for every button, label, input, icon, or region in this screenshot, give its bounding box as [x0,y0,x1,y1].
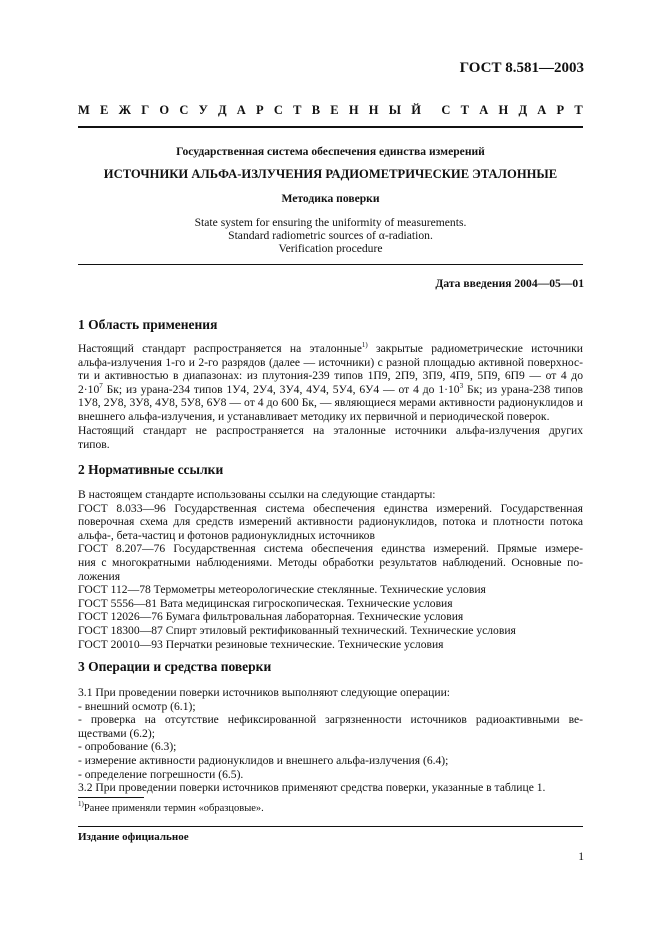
title-method: Методика поверки [281,192,380,205]
p2-line-1: Настоящий стандарт не распространяется на эталонные источники альфа-излучения других [78,424,583,437]
s2-line-11: ГОСТ 18300—87 Спирт этиловый ректификованный технический. Технические условия [78,623,516,637]
s2-line-1: В настоящем стандарте использованы ссылки на следующие стандарты: [78,488,436,501]
s2-line-2: ГОСТ 8.033—96 Государственная система обеспечения единства измерений. Государственная [78,501,583,515]
p2-line-2: типов. [78,437,110,451]
banner-letter: Т [293,103,302,117]
banner-letter: Н [348,103,359,117]
banner-letter: Г [141,103,150,117]
banner-letter: С [273,103,283,117]
p1-exp-2: 3 [459,382,464,390]
p1-line-2: альфа-излучения 1-го и 2-го разрядов (далее — источники) с разной площадью активной поверхнос- [78,355,583,369]
s2-line-9: ГОСТ 5556—81 Вата медицинская гигроскопическая. Технические условия [78,596,453,610]
banner-letter: Н [368,103,379,117]
s2-line-5: ГОСТ 8.207—76 Государственная система обеспечения единства измерений. Прямые измере- [78,542,583,556]
p1-line-1b: закрытые радиометрические источники [375,342,583,355]
s3-line-6: - измерение активности радионуклидов и внешнего альфа-излучения (6.4); [78,753,449,767]
footnote [78,802,264,816]
banner-letter: С [441,103,451,117]
title-main: ИСТОЧНИКИ АЛЬФА-ИЗЛУЧЕНИЯ РАДИОМЕТРИЧЕСКИЕ ЭТАЛОННЫЕ [103,167,558,181]
banner-letter: Н [498,103,509,117]
s2-line-12: ГОСТ 20010—93 Перчатки резиновые технические. Технические условия [78,637,444,651]
s2-line-3: поверочная схема для средств измерений активности радионуклидов, потока и плотности потока [78,515,583,529]
section-1-heading: 1 Область применения [78,317,218,332]
p1-line-3: ти и активностью в диапазонах: из плутония-239 типов 1П9, 2П9, 3П9, 4П9, 5П9, 6П9 — от 4 до [78,369,583,383]
banner-letter: У [198,103,208,117]
banner-letter: А [537,103,547,117]
s3-line-2: - внешний осмотр (6.1); [78,699,196,713]
banner-letter: А [236,103,246,117]
footnote-ref: 1) [361,342,368,349]
banner-rule [78,126,583,128]
title-rule [78,264,583,265]
banner-letter: Т [574,103,583,117]
title-system: Государственная система обеспечения единства измерений [176,145,485,158]
title-en-line3: Verification procedure [278,242,383,255]
p1-line-5: 1У8, 2У8, 3У8, 4У8, 5У8, 6У8 — от 4 до 600 Бк, — являющиеся мерами активности радионуклидов и [78,396,583,410]
footnote-text: Ранее применяли термин «образцовые». [83,803,264,814]
p1-exp-1: 7 [99,382,103,390]
p1-line-6: внешнего альфа-излучения, и устанавливает методику их первичной и периодической поверок. [78,409,550,423]
banner-letter: А [479,103,489,117]
edition-label: Издание официальное [78,831,189,843]
s3-line-5: - опробование (6.3); [78,740,177,754]
banner-letter: Р [556,103,565,117]
banner-letter: Ж [118,103,131,117]
title-en-line2: Standard radiometric sources of α-radiation. [228,229,433,242]
banner-letter: В [311,103,321,117]
banner-letter: Т [460,103,470,117]
s3-line-3: - проверка на отсутствие нефиксированной загрязненности источников радиоактивными ве- [78,713,583,727]
p1-line-1a: Настоящий стандарт распространяется на эталонные [78,342,362,355]
banner-letter: Е [330,103,339,117]
s2-line-4: альфа-, бета-частиц и фотонов радионуклидных источников [78,528,375,542]
section-1-paragraph-2 [78,424,583,451]
p1-line-4c: Бк; из урана-238 типов [466,382,583,396]
s2-line-7: ложения [78,569,121,583]
banner-letter: Е [100,103,109,117]
edition-rule [78,826,583,827]
intro-date: Дата введения 2004—05—01 [435,277,584,290]
section-3-heading: 3 Операции и средства поверки [78,659,272,674]
banner-letter: С [179,103,189,117]
banner-letter: Й [411,103,421,117]
title-en-line1: State system for ensuring the uniformity of measurements. [194,216,467,229]
section-3-body [78,686,583,795]
s2-line-8: ГОСТ 112—78 Термометры метеорологические стеклянные. Технические условия [78,583,486,597]
s2-line-6: ния с многократными наблюдениями. Методы обработки результатов наблюдений. Основные по- [78,555,583,569]
footnote-mark: 1) [78,800,84,808]
section-2-body [78,488,583,651]
p1-line-4b: Бк; из урана-234 типов 1У4, 2У4, 3У4, 4У4, 5У4, 6У4 — от 4 до 1·10 [106,382,460,396]
banner-letter: М [78,103,90,117]
banner-letter: О [159,103,170,117]
s2-line-10: ГОСТ 12026—76 Бумага фильтровальная лабораторная. Технические условия [78,610,464,624]
banner-letter: Д [217,103,227,117]
page-number: 1 [578,850,584,863]
p1-line-4a: 2·10 [78,382,100,396]
s3-line-7: - определение погрешности (6.5). [78,767,244,781]
s3-line-8: 3.2 При проведении поверки источников применяют средства поверки, указанные в таблице 1. [78,781,546,795]
s3-line-4: ществами (6.2); [78,726,155,740]
section-1-paragraph-1 [78,342,583,424]
banner-letter: Ы [388,103,402,117]
interstate-standard-banner [78,104,583,118]
gost-id: ГОСТ 8.581—2003 [459,60,584,76]
section-2-heading: 2 Нормативные ссылки [78,462,224,477]
banner-letter: Р [256,103,264,117]
footnote-rule [78,797,144,798]
banner-letter: Д [518,103,528,117]
s3-line-1: 3.1 При проведении поверки источников выполняют следующие операции: [78,686,451,699]
